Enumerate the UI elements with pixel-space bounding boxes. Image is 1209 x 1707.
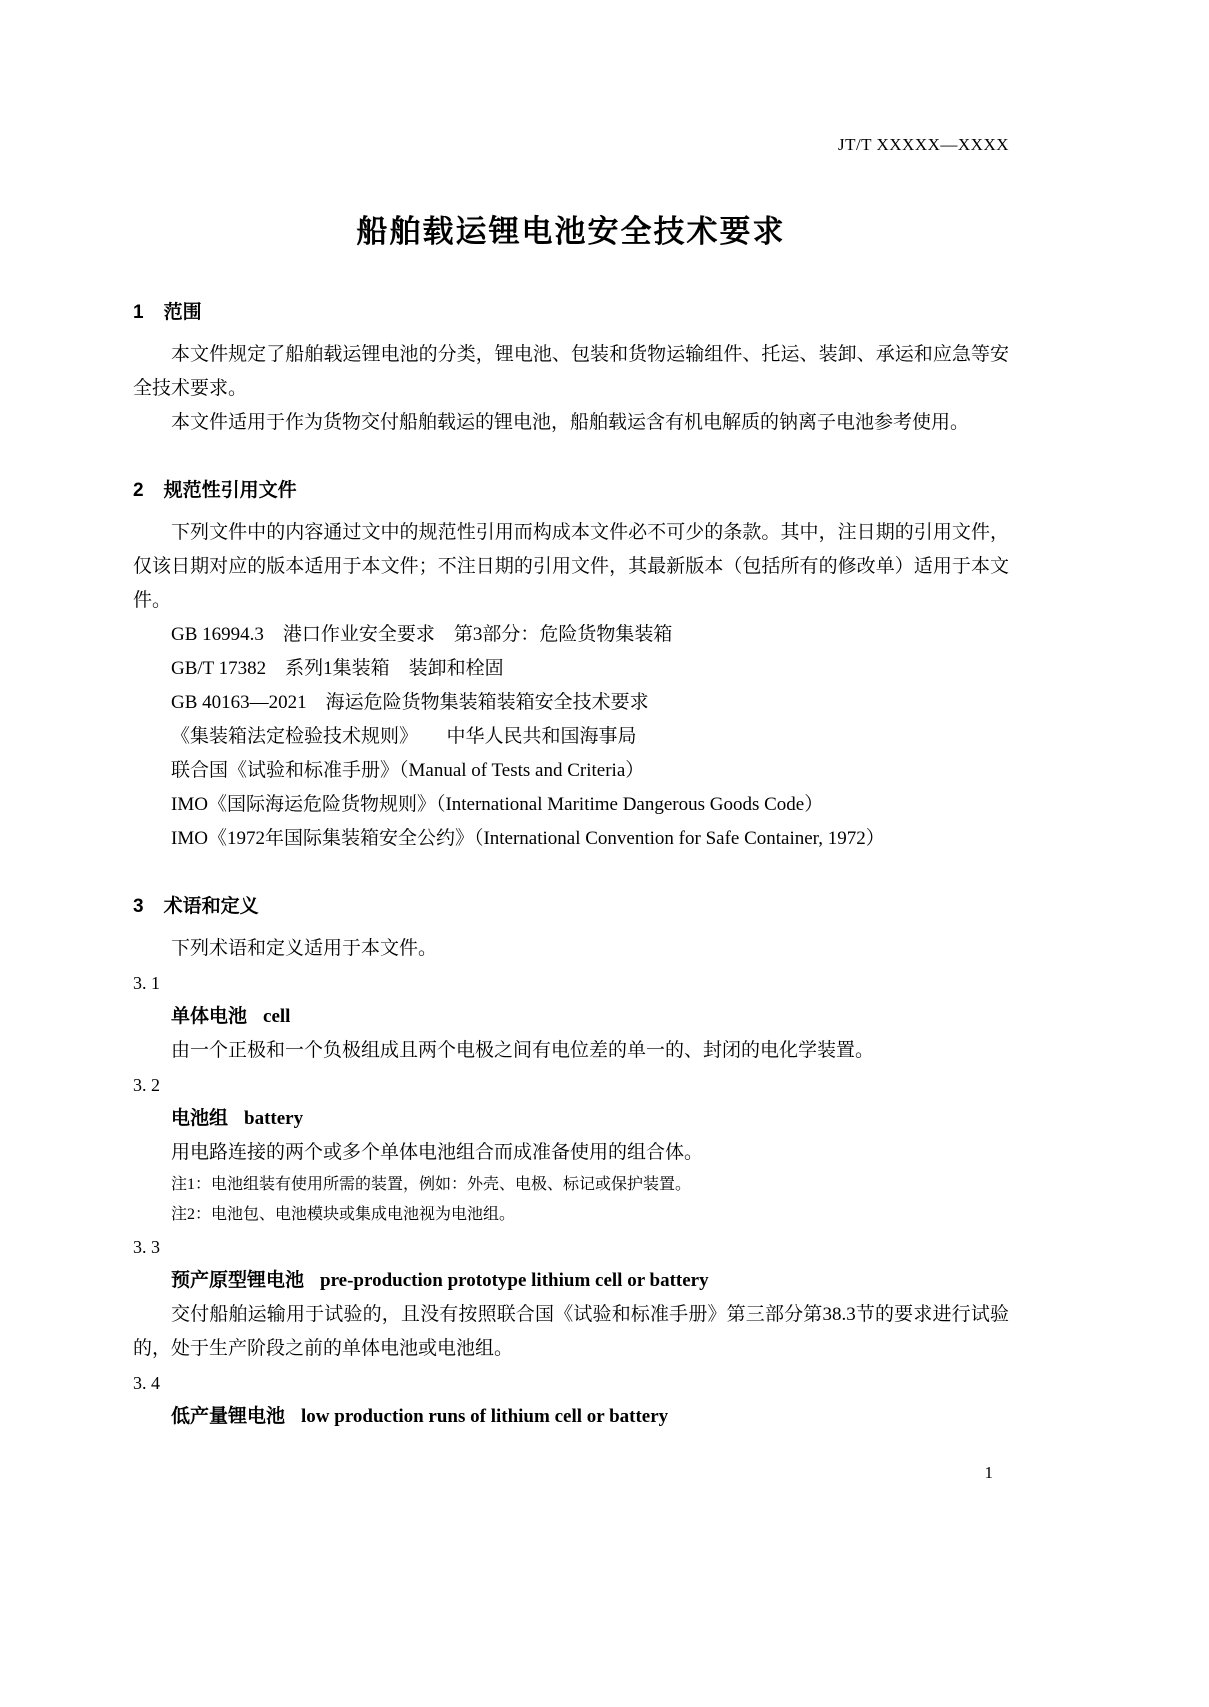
term-entry: [133, 966, 1009, 1068]
term-number: 3. 2: [133, 1075, 160, 1095]
section-2-title: 规范性引用文件: [163, 480, 297, 501]
term-note: 注2：电池包、电池模块或集成电池视为电池组。: [171, 1206, 516, 1223]
term-name: [171, 1102, 1009, 1136]
term-number: 3. 4: [133, 1373, 160, 1393]
section-2-heading: [133, 478, 1009, 504]
term-definition: 由一个正极和一个负极组成且两个电极之间有电位差的单一的、封闭的电化学装置。: [171, 1040, 875, 1061]
term-note: 注1：电池组装有使用所需的装置，例如：外壳、电极、标记或保护装置。: [171, 1176, 692, 1193]
section-3-number: 3: [133, 896, 144, 917]
section-terms-definitions: [133, 894, 1009, 1434]
term-definition: 用电路连接的两个或多个单体电池组合而成准备使用的组合体。: [171, 1142, 704, 1163]
section-3-title: 术语和定义: [163, 896, 259, 917]
page-number: 1: [984, 1463, 993, 1482]
terms-intro: 下列术语和定义适用于本文件。: [171, 938, 438, 959]
term-name: [171, 1000, 1009, 1034]
section-scope: [133, 300, 1009, 440]
section-2-number: 2: [133, 480, 144, 501]
section-1-number: 1: [133, 302, 144, 323]
reference-item: IMO《1972年国际集装箱安全公约》（International Convention for Safe Container, 1972）: [171, 828, 885, 849]
section-3-body: [133, 932, 1009, 1434]
section-1-body: [133, 338, 1009, 440]
term-entry: [133, 1230, 1009, 1366]
section-normative-references: [133, 478, 1009, 856]
term-en: battery: [244, 1108, 304, 1129]
term-entry: [133, 1366, 1009, 1434]
term-number: 3. 3: [133, 1237, 160, 1257]
doc-code: JT/T XXXXX—XXXX: [837, 135, 1009, 154]
reference-item: IMO《国际海运危险货物规则》（International Maritime Dangerous Goods Code）: [171, 794, 824, 815]
reference-item: 《集装箱法定检验技术规则》 中华人民共和国海事局: [171, 726, 637, 747]
term-zh: 单体电池: [171, 1006, 248, 1027]
term-name: [171, 1264, 1009, 1298]
paragraph: 本文件适用于作为货物交付船舶载运的锂电池，船舶载运含有机电解质的钠离子电池参考使用。: [171, 412, 970, 433]
reference-item: 联合国《试验和标准手册》（Manual of Tests and Criteria）: [171, 760, 645, 781]
section-3-heading: [133, 894, 1009, 920]
reference-item: GB/T 17382 系列1集装箱 装卸和栓固: [171, 658, 504, 679]
reference-item: GB 40163—2021 海运危险货物集装箱装箱安全技术要求: [171, 692, 649, 713]
term-en: low production runs of lithium cell or battery: [301, 1406, 669, 1427]
term-en: cell: [263, 1006, 291, 1027]
term-number: 3. 1: [133, 973, 160, 993]
paragraph: 下列文件中的内容通过文中的规范性引用而构成本文件必不可少的条款。其中，注日期的引用文件，仅该日期对应的版本适用于本文件；不注日期的引用文件，其最新版本（包括所有的修改单）适用于本文件。: [133, 522, 1009, 611]
document-title: 船舶载运锂电池安全技术要求: [356, 214, 786, 249]
paragraph: 本文件规定了船舶载运锂电池的分类，锂电池、包装和货物运输组件、托运、装卸、承运和应急等安全技术要求。: [133, 344, 1009, 399]
section-2-body: [133, 516, 1009, 856]
term-zh: 预产原型锂电池: [171, 1270, 305, 1291]
term-name: [171, 1400, 1009, 1434]
section-1-heading: [133, 300, 1009, 326]
term-definition: 交付船舶运输用于试验的，且没有按照联合国《试验和标准手册》第三部分第38.3节的要求进行试验的，处于生产阶段之前的单体电池或电池组。: [133, 1304, 1009, 1359]
term-zh: 低产量锂电池: [171, 1406, 286, 1427]
term-zh: 电池组: [171, 1108, 229, 1129]
term-en: pre-production prototype lithium cell or battery: [320, 1270, 709, 1291]
section-1-title: 范围: [163, 302, 202, 323]
term-entry: [133, 1068, 1009, 1230]
reference-item: GB 16994.3 港口作业安全要求 第3部分：危险货物集装箱: [171, 624, 673, 645]
